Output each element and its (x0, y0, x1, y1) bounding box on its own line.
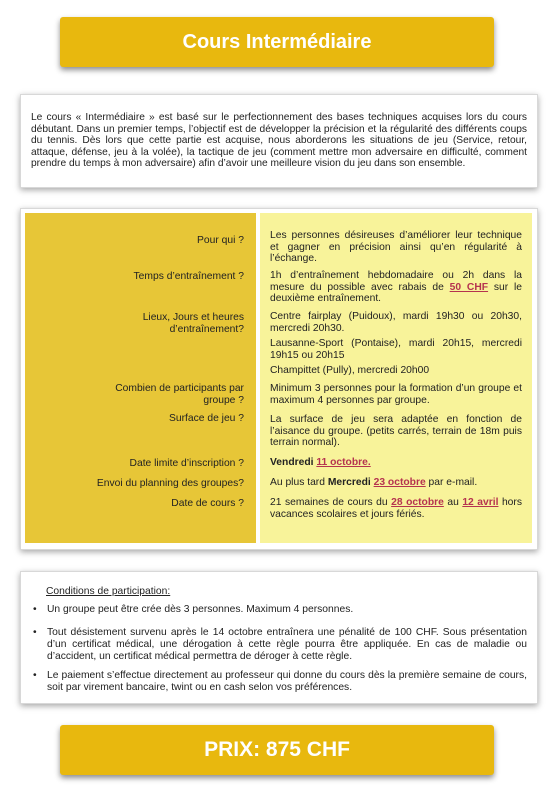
label-lieux-2: d’entraînement? (169, 324, 244, 335)
value-pour-qui: Les personnes désireuses d’améliorer leur technique et gagner en précision ainsi qu’en régularité à l’échange. (270, 230, 522, 265)
label-participants-2: groupe ? (203, 395, 244, 406)
answers-column (260, 213, 532, 543)
price-banner (60, 725, 494, 775)
highlight-end-date: 12 avril (462, 497, 499, 508)
value-surface: La surface de jeu sera adaptée en fonction de l’aisance du groupe. (petits carrés, terrain de 18m puis terrain normal). (270, 414, 522, 449)
highlight-date-limite: 11 octobre. (316, 457, 371, 468)
page-title: Cours Intermédiaire (182, 30, 372, 53)
label-surface: Surface de jeu ? (169, 413, 244, 424)
label-date-limite: Date limite d’inscription ? (129, 458, 244, 469)
value-lieu-2: Lausanne-Sport (Pontaise), mardi 20h15, mercredi 19h15 ou 20h15 (270, 338, 522, 361)
label-participants-1: Combien de participants par (115, 383, 244, 394)
value-temps: 1h d’entraînement hebdomadaire ou 2h dans la mesure du possible avec rabais de 50 CHF sur le deuxième entraînement. (270, 270, 522, 305)
bullet-icon: • (33, 627, 37, 638)
label-envoi: Envoi du planning des groupes? (96, 478, 244, 489)
value-date-cours: 21 semaines de cours du 28 octobre au 12 avril hors vacances scolaires et jours fériés. (270, 497, 522, 520)
conditions-title: Conditions de participation: (46, 586, 171, 597)
highlight-rabais: 50 CHF (449, 281, 489, 293)
highlight-envoi: 23 octobre (373, 477, 426, 488)
value-lieu-1: Centre fairplay (Puidoux), mardi 19h30 ou 20h30, mercredi 20h30. (270, 311, 522, 334)
intro-panel (20, 94, 538, 188)
value-envoi: Au plus tard Mercredi 23 octobre par e-mail. (270, 477, 478, 488)
label-lieux-1: Lieux, Jours et heures (142, 312, 244, 323)
highlight-start-date: 28 octobre (391, 497, 444, 508)
condition-item: • Tout désistement survenu après le 14 octobre entraînera une pénalité de 100 CHF. Sous présentation d’un certificat médical, une dérogation à cette règle pourra être appliquée. En cas de maladie ou d’accident, un certificat médical permettra de déroger à cette règle. (33, 627, 527, 662)
price-label: PRIX: 875 CHF (204, 738, 350, 761)
intro-text: Le cours « Intermédiaire » est basé sur le perfectionnement des bases techniques acquises lors du cours débutant. Dans un premier temps, l’objectif est de développer la précision et la régularité des différents coups du tennis. Dès lors que cette partie est acquise, nous aborderons les situations de jeu (Service, retour, attaque, défense, jeu à la volée), la tactique de jeu (comment mettre mon adversaire en difficulté, comment prendre du temps à mon adversaire) afin d’avoir une meilleure vision du jeu dans son ensemble. (31, 112, 527, 170)
label-temps: Temps d’entraînement ? (133, 271, 244, 282)
label-date-cours: Date de cours ? (171, 498, 244, 509)
bullet-icon: • (33, 604, 37, 615)
label-pour-qui: Pour qui ? (197, 235, 244, 246)
condition-item: • Un groupe peut être crée dès 3 personnes. Maximum 4 personnes. (33, 604, 354, 615)
questions-column (25, 213, 256, 543)
value-lieu-3: Champittet (Pully), mercredi 20h00 (270, 365, 430, 376)
value-date-limite: Vendredi 11 octobre. (270, 457, 371, 468)
bullet-icon: • (33, 670, 37, 681)
title-banner (60, 17, 494, 67)
value-participants: Minimum 3 personnes pour la formation d’un groupe et maximum 4 personnes par groupe. (270, 383, 522, 406)
info-panel (20, 208, 538, 550)
conditions-panel (20, 571, 538, 704)
condition-item: • Le paiement s’effectue directement au professeur qui donne du cours dès la première semaine de cours, soit par virement bancaire, twint ou en cash selon vos préférences. (33, 670, 527, 693)
